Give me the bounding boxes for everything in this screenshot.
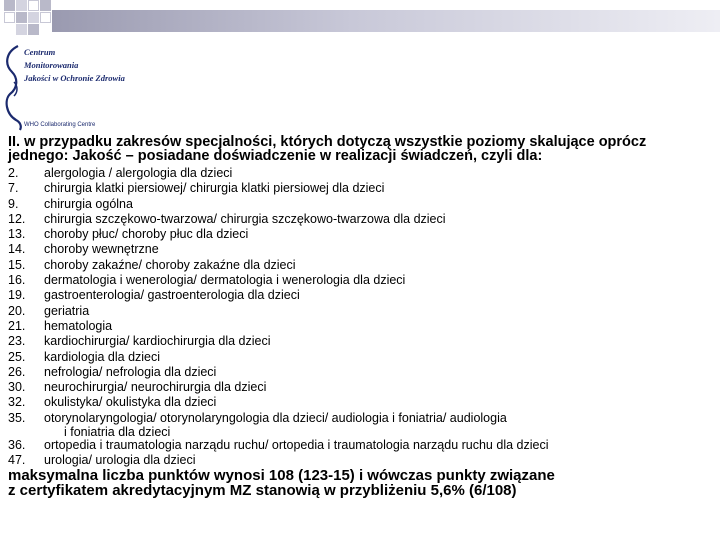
- heading-line-1: II. w przypadku zakresów specjalności, których dotyczą wszystkie poziomy skalujące oprócz: [8, 134, 647, 150]
- list-item-text: hematologia: [44, 318, 113, 333]
- list-item-text: otorynolaryngologia/ otorynolaryngologia dla dzieci/ audiologia i foniatria/ audiologia: [44, 410, 507, 425]
- list-item-number: 15.: [8, 257, 26, 272]
- list-item-number: 20.: [8, 303, 26, 318]
- list-item-text: dermatologia i wenerologia/ dermatologia i wenerologia dla dzieci: [44, 273, 406, 288]
- list-item: [8, 227, 720, 242]
- list-item-text: alergologia / alergologia dla dzieci: [44, 166, 233, 180]
- list-item-number: 19.: [8, 288, 26, 303]
- summary-line-1: maksymalna liczba punktów wynosi 108 (123-15) i wówczas punkty związane: [8, 467, 555, 484]
- list-item-number: 7.: [8, 181, 19, 196]
- list-item: [8, 319, 720, 334]
- specialty-list: [8, 166, 720, 469]
- list-item-number: 23.: [8, 334, 26, 349]
- list-item: [8, 380, 720, 395]
- list-item-number: 25.: [8, 349, 26, 364]
- list-item-number: 36.: [8, 438, 26, 453]
- list-item: [8, 212, 720, 227]
- list-item-number: 9.: [8, 196, 19, 211]
- list-item-text: choroby płuc/ choroby płuc dla dzieci: [44, 227, 249, 242]
- list-item-number: 47.: [8, 453, 26, 468]
- list-item: [8, 242, 720, 257]
- list-item: [8, 197, 720, 212]
- list-item-text: gastroenterologia/ gastroenterologia dla dzieci: [44, 288, 300, 303]
- list-item: [8, 334, 720, 349]
- list-item-text: kardiochirurgia/ kardiochirurgia dla dzieci: [44, 334, 271, 349]
- list-item: [8, 350, 720, 365]
- list-item-text: geriatria: [44, 303, 90, 318]
- heading-line-2: jednego: Jakość – posiadane doświadczenie w realizacji świadczeń, czyli dla:: [8, 148, 543, 164]
- logo: [2, 42, 125, 134]
- list-item: [8, 395, 720, 410]
- list-item-number: 30.: [8, 380, 26, 395]
- list-item-number: 2.: [8, 166, 19, 180]
- decorative-squares: [0, 0, 60, 40]
- list-item-text: kardiologia dla dzieci: [44, 349, 161, 364]
- summary-note: [8, 468, 720, 498]
- section-heading: [8, 135, 720, 163]
- list-item: [8, 438, 720, 453]
- list-item-number: 16.: [8, 273, 26, 288]
- list-item-text: ortopedia i traumatologia narządu ruchu/ ortopedia i traumatologia narządu ruchu dla dzieci: [44, 438, 549, 453]
- list-item-number: 26.: [8, 364, 26, 379]
- list-item: [8, 304, 720, 319]
- list-item-number: 13.: [8, 227, 26, 242]
- list-item-number: 14.: [8, 242, 26, 257]
- header-gradient-bar: [52, 10, 720, 32]
- list-item: [8, 273, 720, 288]
- list-item-text: neurochirurgia/ neurochirurgia dla dzieci: [44, 380, 267, 395]
- list-item: [8, 181, 720, 196]
- list-item-number: 21.: [8, 318, 26, 333]
- list-item-text: nefrologia/ nefrologia dla dzieci: [44, 364, 217, 379]
- list-item-number: 35.: [8, 410, 26, 425]
- list-item-number: 32.: [8, 395, 26, 410]
- list-item-text: choroby zakaźne/ choroby zakaźne dla dzieci: [44, 257, 296, 272]
- list-item-text: choroby wewnętrzne: [44, 242, 159, 257]
- list-item: [8, 166, 720, 181]
- list-item-text: chirurgia klatki piersiowej/ chirurgia klatki piersiowej dla dzieci: [44, 181, 385, 196]
- list-item-number: 12.: [8, 211, 26, 226]
- list-item-text: chirurgia ogólna: [44, 196, 133, 211]
- summary-line-2: z certyfikatem akredytacyjnym MZ stanowią w przybliżeniu 5,6% (6/108): [8, 482, 517, 499]
- list-item: [8, 258, 720, 273]
- logo-emblem-icon: [2, 42, 26, 134]
- list-item-continuation: i foniatria dla dzieci: [64, 425, 171, 440]
- logo-caption: WHO Collaborating Centre: [24, 122, 96, 128]
- list-item: [8, 365, 720, 380]
- list-item-text: urologia/ urologia dla dzieci: [44, 453, 196, 468]
- list-item-text: chirurgia szczękowo-twarzowa/ chirurgia szczękowo-twarzowa dla dzieci: [44, 211, 446, 226]
- list-item-text: okulistyka/ okulistyka dla dzieci: [44, 395, 217, 410]
- logo-wordmark: Centrum Monitorowania Jakości w Ochronie Zdrowia: [24, 47, 125, 83]
- list-item: [8, 288, 720, 303]
- list-item: [8, 411, 720, 426]
